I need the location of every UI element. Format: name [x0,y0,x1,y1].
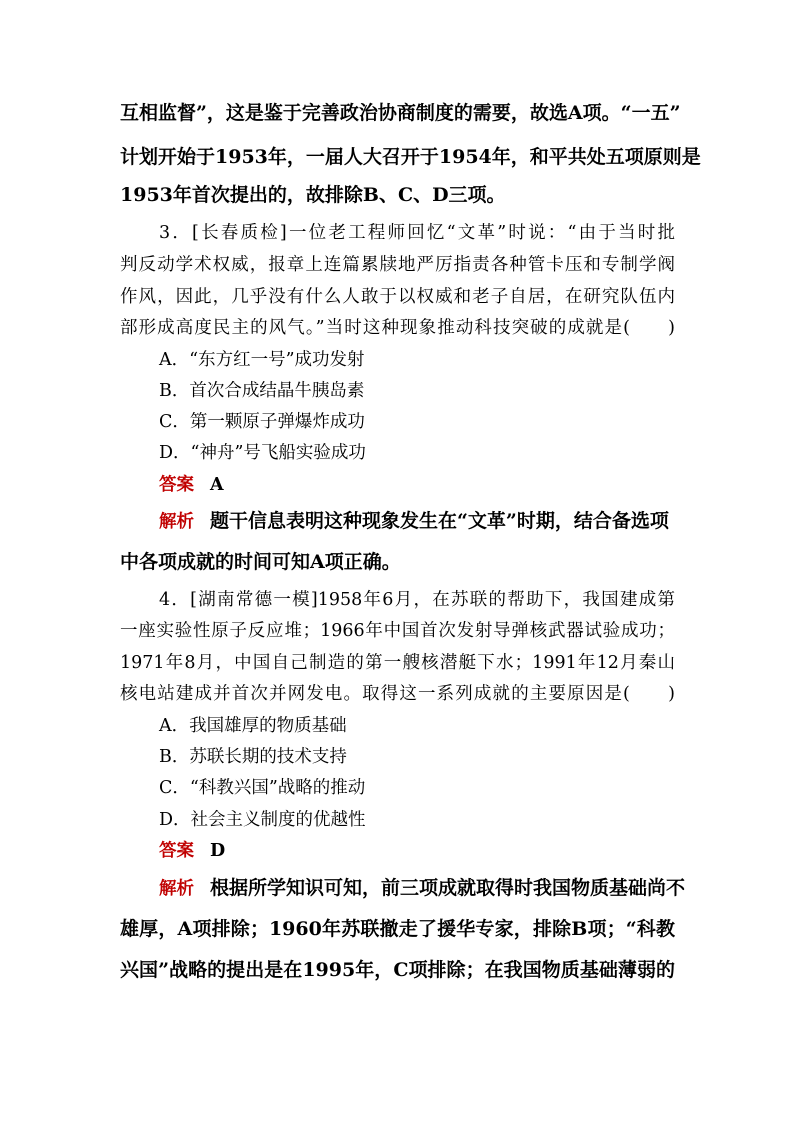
q4-stem-line-4: 核电站建成并首次并网发电。取得这一系列成就的主要原因是( ) [120,684,675,704]
q3-analysis-line-2: 中各项成就的时间可知A项正确。 [120,551,401,573]
q4-answer-label: 答案 [159,841,194,861]
q3-analysis-line-1: 题干信息表明这种现象发生在“文革”时期，结合备选项 [210,510,669,532]
q3-option-d: D．“神舟”号飞船实验成功 [159,443,366,463]
q3-answer-row [159,477,224,495]
q3-stem-line-3: 作风，因此，几乎没有什么人敢于以权威和老子自居，在研究队伍内 [120,287,675,307]
q4-analysis-row [159,877,686,899]
q3-stem-line-4: 部形成高度民主的风气。”当时这种现象推动科技突破的成就是( ) [120,318,675,338]
q3-analysis-label: 解析 [159,512,194,532]
prev-analysis-line-1: 互相监督”，这是鉴于完善政治协商制度的需要，故选A项。“一五” [120,102,681,124]
q4-stem-line-2: 一座实验性原子反应堆；1966年中国首次发射导弹核武器试验成功； [120,621,675,641]
q4-analysis-line-2: 雄厚，A项排除；1960年苏联撤走了援华专家，排除B项；“科教 [120,918,675,940]
q3-answer-label: 答案 [159,475,194,495]
q3-stem-line-2: 判反动学术权威，报章上连篇累牍地严厉指责各种管卡压和专制学阀 [120,255,675,275]
q3-option-b: B．首次合成结晶牛胰岛素 [159,381,365,401]
q3-analysis-row [159,512,675,532]
prev-analysis-line-2: 计划开始于1953年，一届人大召开于1954年，和平共处五项原则是 [120,146,701,168]
q3-answer-value: A [210,475,224,495]
q4-option-d: D．社会主义制度的优越性 [159,810,366,830]
q4-option-a: A．我国雄厚的物质基础 [159,716,347,736]
q4-stem-line-1: 4．[湖南常德一模]1958年6月，在苏联的帮助下，我国建成第 [159,590,675,610]
q3-stem-line-1: 3．[长春质检]一位老工程师回忆“文革”时说：“由于当时批 [159,223,675,243]
prev-analysis-line-3: 1953年首次提出的，故排除B、C、D三项。 [120,184,506,206]
q3-option-c: C．第一颗原子弹爆炸成功 [159,412,365,432]
q3-option-a: A．“东方红一号”成功发射 [159,350,365,370]
q4-analysis-line-1: 根据所学知识可知，前三项成就取得时我国物质基础尚不 [210,877,686,899]
q4-analysis-line-3: 兴国”战略的提出是在1995年，C项排除；在我国物质基础薄弱的 [120,959,675,981]
q4-option-b: B．苏联长期的技术支持 [159,747,347,767]
q4-option-c: C．“科教兴国”战略的推动 [159,778,366,798]
q4-analysis-label: 解析 [159,879,194,899]
q4-stem-line-3: 1971年8月，中国自己制造的第一艘核潜艇下水；1991年12月秦山 [120,653,675,673]
q4-answer-value: D [210,841,226,861]
q4-answer-row [159,843,225,861]
